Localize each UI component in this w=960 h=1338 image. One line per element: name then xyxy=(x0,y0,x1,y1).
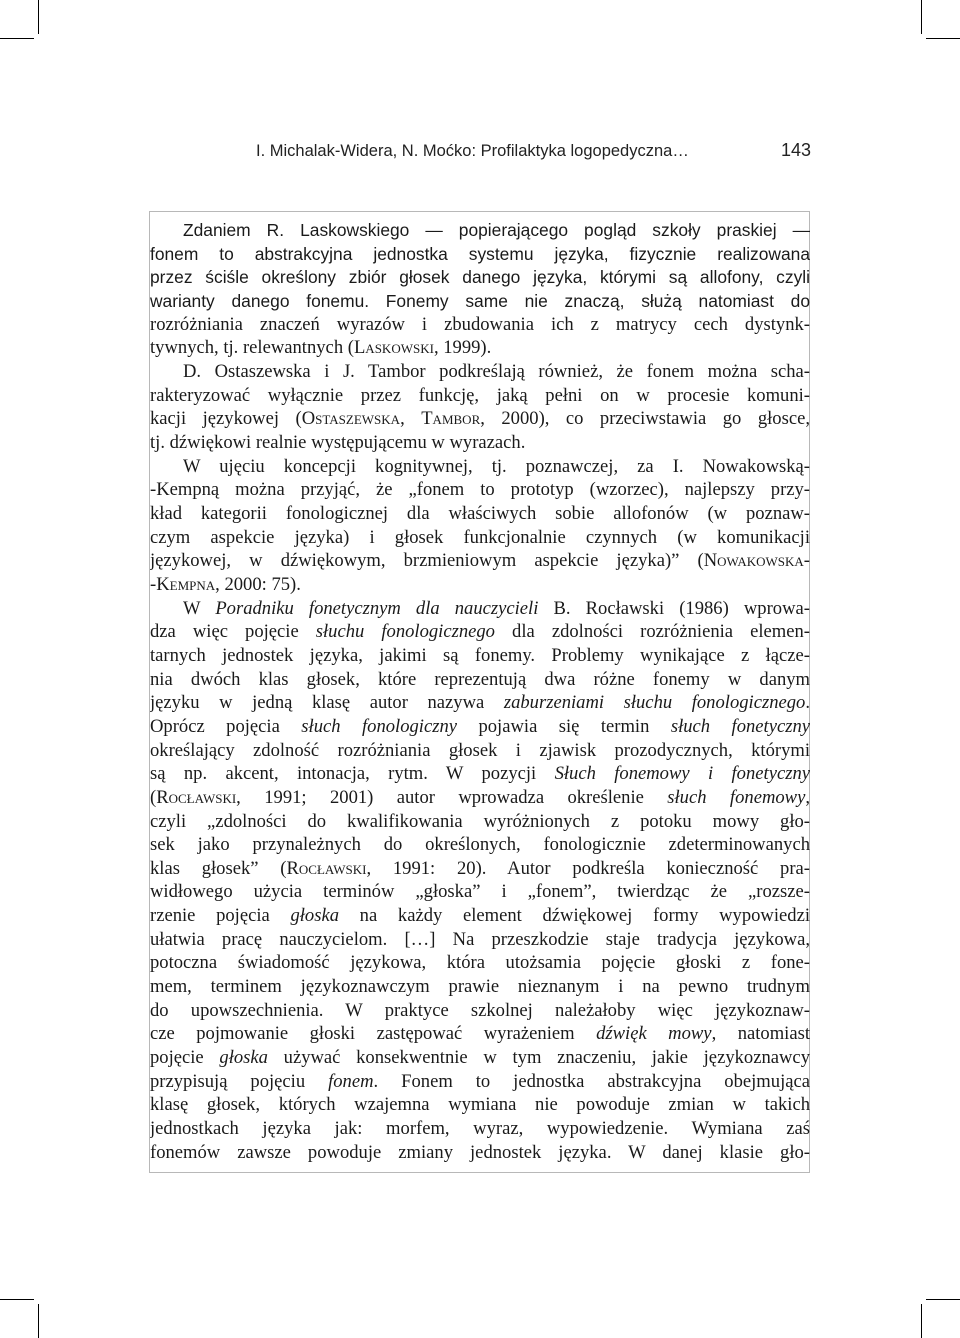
text-line: nia dwóch klas głosek, które reprezentują dwa różne fonemy w danym xyxy=(150,668,810,690)
text-line: klas głosek” (Rocławski, 1991: 20). Autor podkreśla konieczność pra- xyxy=(150,857,810,879)
page-number: 143 xyxy=(780,140,811,160)
text-line: fonemów zawsze powoduje zmiany jednostek języka. W danej klasie gło- xyxy=(150,1141,810,1163)
crop-mark xyxy=(921,1304,922,1338)
text-line: rzenie pojęcia głoska na każdy element dźwiękowej formy wypowiedzi xyxy=(150,905,810,927)
running-header xyxy=(256,142,811,166)
text-line: dza więc pojęcie słuchu fonologicznego dla zdolności rozróżnienia elemen- xyxy=(150,621,810,643)
crop-mark xyxy=(921,0,922,34)
text-line: tj. dźwiękowi realnie występującemu w wyrazach. xyxy=(150,431,526,453)
crop-mark xyxy=(926,1299,960,1300)
text-line: tywnych, tj. relewantnych (Laskowski, 1999). xyxy=(150,337,492,359)
text-line: językowej, w dźwiękowym, brzmieniowym aspekcie języka)” (Nowakowska- xyxy=(150,550,810,572)
text-line: -Kempna, 2000: 75). xyxy=(150,573,301,595)
text-line: czyli „zdolności do kwalifikowania wyróżnionych z potoku mowy gło- xyxy=(150,810,810,832)
text-line: Zdaniem R. Laskowskiego — popierającego pogląd szkoły praskiej — xyxy=(183,220,810,240)
crop-mark xyxy=(0,38,34,39)
text-line: tarnych jednostek języka, jakimi są fonemy. Problemy wynikające z łącze- xyxy=(150,644,810,666)
text-line: języku w jedną klasę autor nazywa zaburzeniami słuchu fonologicznego. xyxy=(150,692,810,714)
text-line: W ujęciu koncepcji kognitywnej, tj. poznawczej, za I. Nowakowską- xyxy=(183,455,810,477)
text-line: określający zdolność rozróżniania głosek i zjawisk prozodycznych, którymi xyxy=(150,739,810,761)
text-line: kład kategorii fonologicznej dla właściwych sobie allofonów (w poznaw- xyxy=(150,502,810,524)
text-line: (Rocławski, 1991; 2001) autor wprowadza określenie słuch fonemowy, xyxy=(150,786,810,808)
text-line: czym aspekcie języka) i głosek funkcjonalnie czynnych (w komunikacji xyxy=(150,526,810,548)
text-line: pojęcie głoska używać konsekwentnie w tym znaczeniu, jakie językoznawcy xyxy=(150,1047,810,1069)
text-line: ułatwia pracę nauczycielom. […] Na przeszkodzie staje tradycja językowa, xyxy=(150,928,810,950)
text-line: fonem to abstrakcyjna jednostka systemu języka, fizycznie realizowana xyxy=(150,243,810,264)
text-line: rakteryzować wyłącznie przez funkcję, jaką pełni on w procesie komuni- xyxy=(150,384,810,406)
text-line: są np. akcent, intonacja, rytm. W pozycji Słuch fonemowy i fonetyczny xyxy=(150,763,810,785)
text-line: mem, terminem językoznawczym prawie nieznanym i na pewno trudnym xyxy=(150,976,810,998)
text-line: Oprócz pojęcia słuch fonologiczny pojawia się termin słuch fonetyczny xyxy=(150,715,810,737)
crop-mark xyxy=(926,38,960,39)
text-line: klasę głosek, których wzajemna wymiana nie powoduje zmian w takich xyxy=(150,1094,810,1116)
text-line: warianty danego fonemu. Fonemy same nie znaczą, służą natomiast do xyxy=(150,290,810,311)
text-line: przez ściśle określony zbiór głosek danego języka, którymi są allofony, czyli xyxy=(150,267,810,288)
text-line: sek jako przynależnych do określonych, fonologicznie zdeterminowanych xyxy=(150,834,810,856)
text-line: jednostkach języka jak: morfem, wyraz, wypowiedzenie. Wymiana zaś xyxy=(150,1118,810,1140)
crop-mark xyxy=(38,1304,39,1338)
text-line: W Poradniku fonetycznym dla nauczycieli B. Rocławski (1986) wprowa- xyxy=(183,597,810,619)
text-line: rozróżniania znaczeń wyrazów i zbudowania ich z matrycy cech dystynk- xyxy=(150,313,810,335)
running-title: I. Michalak-Widera, N. Moćko: Profilaktyka logopedyczna… xyxy=(256,142,689,160)
text-line: kacji językowej (Ostaszewska, Tambor, 2000), co przeciwstawia go głosce, xyxy=(150,408,810,430)
text-line: przypisują pojęciu fonem. Fonem to jednostka abstrakcyjna obejmująca xyxy=(150,1070,810,1092)
crop-mark xyxy=(0,1299,34,1300)
crop-mark xyxy=(38,0,39,34)
text-line: cze pojmowanie głoski zastępować wyrażeniem dźwięk mowy, natomiast xyxy=(150,1023,810,1045)
text-line: potoczna świadomość językowa, która utożsamia pojęcie głoski z fone- xyxy=(150,952,810,974)
text-line: widłowego użycia terminów „głoska” i „fonem”, twierdząc że „rozsze- xyxy=(150,881,810,903)
text-line: D. Ostaszewska i J. Tambor podkreślają również, że fonem można scha- xyxy=(183,360,810,382)
text-line: do upowszechnienia. W praktyce szkolnej należałoby więc językoznaw- xyxy=(150,999,810,1021)
text-line: -Kempną można przyjąć, że „fonem to prototyp (wzorzec), najlepszy przy- xyxy=(150,479,810,501)
